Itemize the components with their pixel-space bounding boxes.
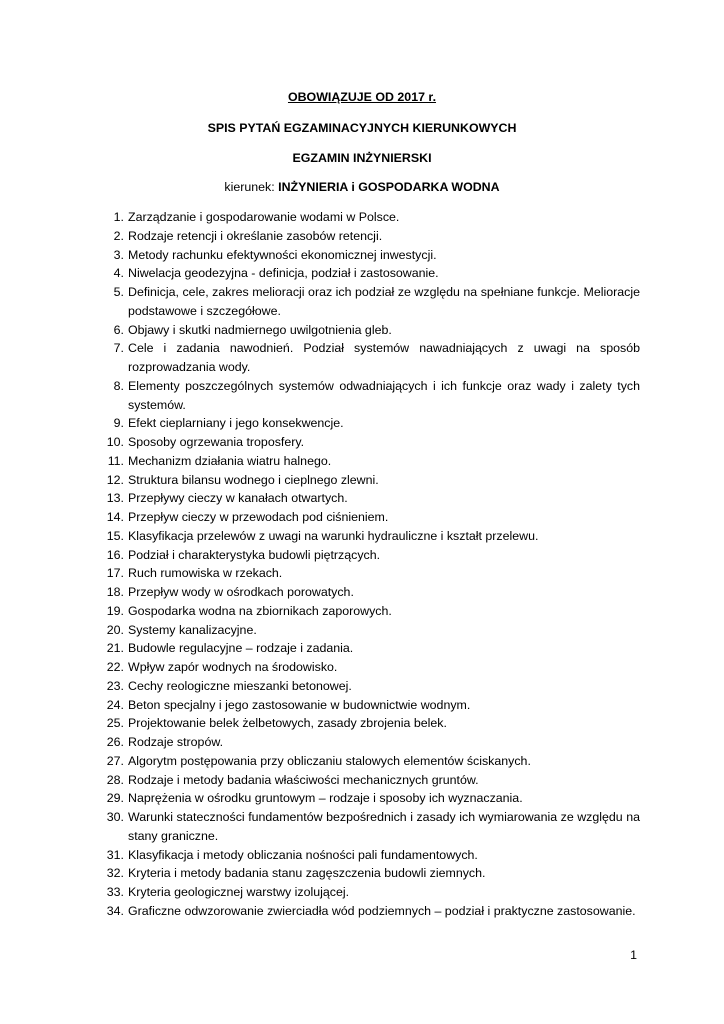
list-item	[100, 864, 640, 883]
question-text: Algorytm postępowania przy obliczaniu stalowych elementów ściskanych.	[128, 753, 531, 768]
question-list	[100, 208, 640, 921]
question-text: Naprężenia w ośrodku gruntowym – rodzaje i sposoby ich wyznaczania.	[128, 791, 523, 806]
field-name: INŻYNIERIA i GOSPODARKA WODNA	[278, 180, 500, 194]
list-item	[100, 527, 640, 546]
list-item	[100, 696, 640, 715]
list-item	[100, 471, 640, 490]
list-item	[100, 283, 640, 321]
question-number: 28.	[106, 772, 124, 787]
question-text: Objawy i skutki nadmiernego uwilgotnienia gleb.	[128, 322, 392, 337]
question-text: Cechy reologiczne mieszanki betonowej.	[128, 678, 352, 693]
list-item	[100, 321, 640, 340]
list-item	[100, 771, 640, 790]
list-item	[100, 377, 640, 415]
list-item	[100, 789, 640, 808]
question-number: 2.	[113, 228, 124, 243]
question-number: 21.	[106, 641, 124, 656]
list-item	[100, 264, 640, 283]
list-item	[100, 902, 640, 921]
list-item	[100, 583, 640, 602]
question-text: Klasyfikacja przelewów z uwagi na warunki hydrauliczne i kształt przelewu.	[128, 528, 539, 543]
question-text: Wpływ zapór wodnych na środowisko.	[128, 660, 338, 674]
question-number: 33.	[106, 885, 124, 899]
question-text: Cele i zadania nawodnień. Podział systemów nawadniających z uwagi na sposób rozprowadzania wody.	[128, 341, 640, 374]
list-item	[100, 677, 640, 696]
question-number: 30.	[106, 810, 124, 824]
exam-type-heading: EGZAMIN INŻYNIERSKI	[292, 151, 432, 165]
question-number: 24.	[106, 697, 124, 712]
question-text: Niwelacja geodezyjna - definicja, podział i zastosowanie.	[128, 266, 439, 281]
question-text: Rodzaje i metody badania właściwości mechanicznych gruntów.	[128, 772, 479, 787]
effective-date-heading: OBOWIĄZUJE OD 2017 r.	[287, 90, 437, 104]
page-number: 1	[630, 948, 637, 962]
question-number: 25.	[106, 716, 124, 731]
list-item	[100, 246, 640, 265]
question-number: 14.	[106, 510, 124, 524]
question-number: 7.	[113, 341, 124, 356]
list-item	[100, 433, 640, 452]
question-text: Projektowanie belek żelbetowych, zasady zbrojenia belek.	[128, 716, 447, 731]
list-item	[100, 546, 640, 565]
question-text: Budowle regulacyjne – rodzaje i zadania.	[128, 641, 354, 656]
question-text: Systemy kanalizacyjne.	[128, 622, 257, 637]
question-number: 16.	[106, 547, 124, 562]
question-number: 29.	[106, 791, 124, 806]
question-text: Struktura bilansu wodnego i cieplnego zlewni.	[128, 472, 379, 487]
question-text: Kryteria i metody badania stanu zagęszczenia budowli ziemnych.	[128, 866, 486, 881]
question-text: Rodzaje retencji i określanie zasobów retencji.	[128, 228, 383, 243]
question-number: 26.	[106, 735, 124, 749]
field-of-study-line	[0, 179, 724, 195]
question-number: 4.	[113, 266, 124, 281]
question-text: Gospodarka wodna na zbiornikach zaporowych.	[128, 603, 392, 618]
question-number: 15.	[106, 528, 124, 543]
list-item	[100, 639, 640, 658]
question-text: Przepływ wody w ośrodkach porowatych.	[128, 585, 354, 599]
list-item	[100, 846, 640, 865]
question-number: 11.	[107, 453, 124, 468]
question-text: Przepływy cieczy w kanałach otwartych.	[128, 491, 348, 506]
question-text: Kryteria geologicznej warstwy izolującej.	[128, 885, 350, 899]
question-number: 22.	[106, 660, 124, 674]
question-number: 13.	[106, 491, 124, 506]
list-item	[100, 658, 640, 677]
question-number: 18.	[106, 585, 124, 599]
question-text: Metody rachunku efektywności ekonomicznej inwestycji.	[128, 247, 437, 262]
question-text: Rodzaje stropów.	[128, 735, 224, 749]
question-number: 5.	[113, 285, 124, 299]
question-number: 19.	[106, 603, 124, 618]
list-item	[100, 564, 640, 583]
question-number: 34.	[106, 903, 124, 918]
question-number: 31.	[106, 847, 124, 862]
question-text: Zarządzanie i gospodarowanie wodami w Polsce.	[128, 210, 400, 224]
question-number: 23.	[106, 678, 124, 693]
list-item	[100, 733, 640, 752]
question-number: 27.	[106, 753, 124, 768]
list-item	[100, 752, 640, 771]
question-number: 8.	[113, 378, 124, 393]
list-item	[100, 714, 640, 733]
document-title: SPIS PYTAŃ EGZAMINACYJNYCH KIERUNKOWYCH	[207, 121, 517, 135]
question-text: Podział i charakterystyka budowli piętrzących.	[128, 547, 381, 562]
list-item	[100, 414, 640, 433]
question-text: Mechanizm działania wiatru halnego.	[128, 453, 332, 468]
question-number: 9.	[113, 416, 124, 431]
list-item	[100, 489, 640, 508]
list-item	[100, 227, 640, 246]
list-item	[100, 452, 640, 471]
field-label: kierunek:	[224, 180, 279, 194]
list-item	[100, 508, 640, 527]
question-number: 20.	[106, 622, 124, 637]
question-text: Sposoby ogrzewania troposfery.	[128, 435, 305, 449]
list-item	[100, 339, 640, 377]
list-item	[100, 208, 640, 227]
question-number: 6.	[113, 322, 124, 337]
question-text: Warunki stateczności fundamentów bezpośrednich i zasady ich wymiarowania ze względu na stany graniczne.	[128, 810, 640, 843]
question-text: Klasyfikacja i metody obliczania nośności pali fundamentowych.	[128, 847, 478, 862]
question-number: 32.	[106, 866, 124, 881]
question-number: 17.	[106, 566, 124, 581]
question-text: Beton specjalny i jego zastosowanie w budownictwie wodnym.	[128, 697, 471, 712]
question-text: Efekt cieplarniany i jego konsekwencje.	[128, 416, 344, 431]
question-number: 12.	[106, 472, 124, 487]
question-number: 3.	[113, 247, 124, 262]
question-number: 1.	[113, 210, 124, 224]
question-text: Ruch rumowiska w rzekach.	[128, 566, 283, 581]
question-text: Definicja, cele, zakres melioracji oraz ich podział ze względu na spełniane funkcje. Melioracje podstawowe i szczegółowe.	[128, 285, 640, 318]
list-item	[100, 602, 640, 621]
list-item	[100, 883, 640, 902]
list-item	[100, 621, 640, 640]
question-text: Przepływ cieczy w przewodach pod ciśnieniem.	[128, 510, 389, 524]
question-text: Elementy poszczególnych systemów odwadniających i ich funkcje oraz wady i zalety tych systemów.	[128, 378, 640, 412]
question-number: 10.	[106, 435, 124, 449]
list-item	[100, 808, 640, 846]
question-text: Graficzne odwzorowanie zwierciadła wód podziemnych – podział i praktyczne zastosowanie.	[128, 903, 636, 918]
